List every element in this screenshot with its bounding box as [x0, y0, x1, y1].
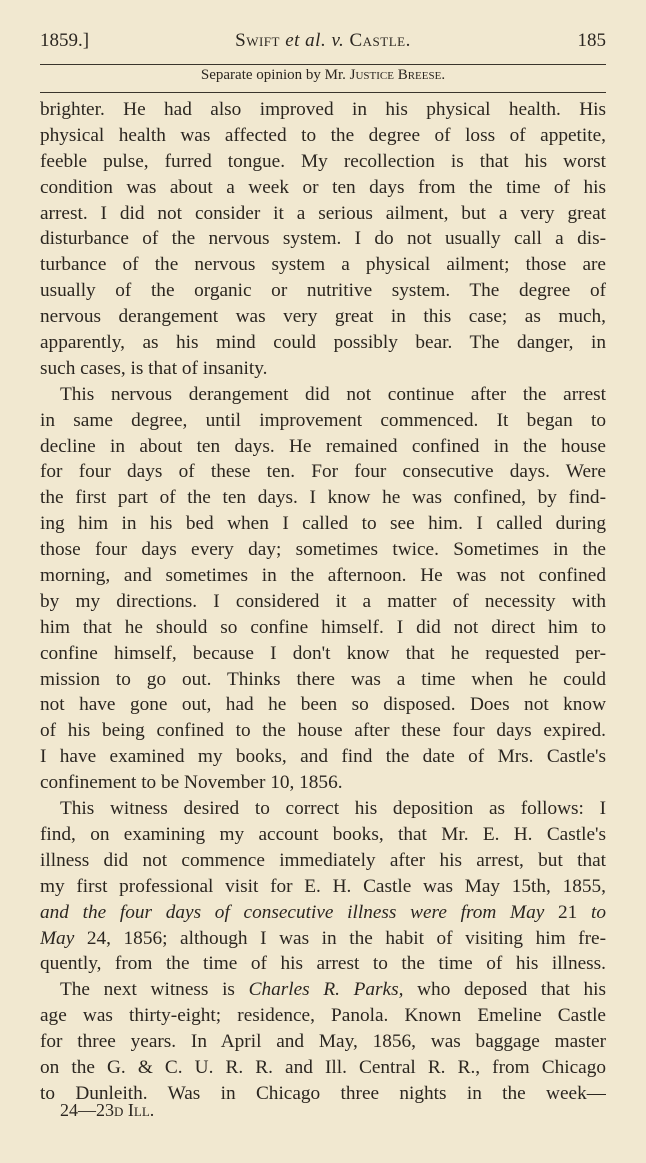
text-line	[40, 123, 606, 149]
text-segment: usually of the organic or nutritive system. The degree of	[40, 280, 606, 302]
text-segment: 24, 1856; although I was in the habit of visiting him fre-	[74, 927, 606, 949]
text-segment: arrest. I did not consider it a serious ailment, but a very great	[40, 202, 606, 224]
text-line	[40, 770, 606, 796]
italic-text: and the four days of consecutive illness were from May	[40, 901, 545, 923]
header-year: 1859.]	[40, 30, 90, 51]
body-text	[40, 97, 606, 1107]
text-line	[40, 1003, 606, 1029]
text-segment: I have examined my books, and find the date of Mrs. Castle's	[40, 746, 606, 768]
text-segment: to Dunleith. Was in Chicago three nights in the week—	[40, 1082, 606, 1104]
text-segment: for three years. In April and May, 1856, was baggage master	[40, 1031, 606, 1053]
signature-mark	[60, 1100, 154, 1121]
text-line	[40, 252, 606, 278]
text-line	[40, 563, 606, 589]
text-line	[40, 615, 606, 641]
text-segment: not have gone out, had he been so disposed. Does not know	[40, 694, 606, 716]
text-segment: quently, from the time of his arrest to the time of his illness.	[40, 953, 606, 975]
text-segment: The next witness is	[60, 979, 249, 1001]
text-line	[40, 304, 606, 330]
text-segment: condition was about a week or ten days from the time of his	[40, 176, 606, 198]
text-segment: age was thirty-eight; residence, Panola. Known Emeline Castle	[40, 1005, 606, 1027]
text-line	[40, 226, 606, 252]
text-line	[40, 459, 606, 485]
text-segment: This nervous derangement did not continue after the arrest	[60, 383, 606, 405]
text-segment: confine himself, because I don't know that he requested per-	[40, 642, 606, 664]
text-segment: feeble pulse, furred tongue. My recollection is that his worst	[40, 150, 606, 172]
text-segment: for four days of these ten. For four consecutive days. Were	[40, 461, 606, 483]
title-part: Swift	[235, 30, 286, 51]
text-line	[40, 356, 606, 382]
text-line	[40, 951, 606, 977]
text-line	[40, 149, 606, 175]
text-segment: turbance of the nervous system a physical ailment; those are	[40, 254, 606, 276]
title-italic: et al. v.	[285, 30, 345, 51]
text-segment: confinement to be November 10, 1856.	[40, 772, 343, 794]
text-line	[40, 511, 606, 537]
signature-volume: d Ill.	[114, 1100, 155, 1120]
title-part: Castle.	[344, 30, 411, 51]
text-segment: in same degree, until improvement commenced. It began to	[40, 409, 606, 431]
text-line	[40, 485, 606, 511]
text-line	[40, 201, 606, 227]
text-segment: find, on examining my account books, that Mr. E. H. Castle's	[40, 823, 606, 845]
text-segment: apparently, as his mind could possibly bear. The danger, in	[40, 332, 606, 354]
text-line	[40, 330, 606, 356]
text-segment: by my directions. I considered it a matter of necessity with	[40, 590, 606, 612]
text-segment: who deposed that his	[403, 979, 606, 1001]
text-line	[40, 278, 606, 304]
italic-text: Charles R. Parks,	[248, 979, 404, 1001]
text-line	[40, 900, 606, 926]
text-segment: brighter. He had also improved in his physical health. His	[40, 99, 606, 120]
text-line	[40, 874, 606, 900]
text-segment: physical health was affected to the degree of loss of appetite,	[40, 124, 606, 146]
text-segment: of his being confined to the house after these four days expired.	[40, 720, 606, 742]
text-line	[40, 796, 606, 822]
text-segment: decline in about ten days. He remained confined in the house	[40, 435, 606, 457]
text-line	[40, 977, 606, 1003]
text-segment: disturbance of the nervous system. I do not usually call a dis-	[40, 228, 606, 250]
text-line	[40, 97, 606, 123]
text-line	[40, 1029, 606, 1055]
subtitle	[40, 67, 606, 84]
text-line	[40, 744, 606, 770]
italic-text: May	[40, 927, 75, 949]
text-line	[40, 667, 606, 693]
text-segment: on the G. & C. U. R. R. and Ill. Central R. R., from Chicago	[40, 1056, 606, 1078]
text-segment: my first professional visit for E. H. Castle was May 15th, 1855,	[40, 875, 606, 897]
text-segment: illness did not commence immediately after his arrest, but that	[40, 849, 606, 871]
text-line	[40, 641, 606, 667]
text-segment: the first part of the ten days. I know he was confined, by find-	[40, 487, 606, 509]
text-line	[40, 718, 606, 744]
page-number: 185	[577, 30, 606, 51]
text-line	[40, 175, 606, 201]
text-segment: such cases, is that of insanity.	[40, 357, 268, 379]
text-line	[40, 589, 606, 615]
header-case-title	[40, 30, 606, 52]
text-line	[40, 408, 606, 434]
text-line	[40, 1055, 606, 1081]
text-segment: morning, and sometimes in the afternoon. He was not confined	[40, 565, 606, 587]
text-line	[40, 848, 606, 874]
text-line	[40, 382, 606, 408]
italic-text: to	[591, 901, 606, 923]
text-segment: those four days every day; sometimes twice. Sometimes in the	[40, 539, 606, 561]
text-line	[40, 434, 606, 460]
text-line	[40, 822, 606, 848]
text-line	[40, 537, 606, 563]
text-segment: This witness desired to correct his deposition as follows: I	[60, 798, 606, 820]
text-segment: ing him in his bed when I called to see him. I called during	[40, 513, 606, 535]
subtitle-text: Separate opinion by Mr.	[200, 67, 350, 83]
text-line	[40, 692, 606, 718]
subtitle-smallcaps: Justice Breese.	[349, 67, 446, 83]
text-segment: 21	[544, 901, 591, 923]
header-rule-bottom	[40, 92, 606, 93]
text-segment: mission to go out. Thinks there was a time when he could	[40, 668, 606, 690]
header-rule-top	[40, 64, 606, 65]
text-line	[40, 926, 606, 952]
signature-number: 24—23	[60, 1100, 114, 1120]
text-segment: nervous derangement was very great in this case; as much,	[40, 306, 606, 328]
text-segment: him that he should so confine himself. I did not direct him to	[40, 616, 606, 638]
running-header	[40, 30, 606, 56]
